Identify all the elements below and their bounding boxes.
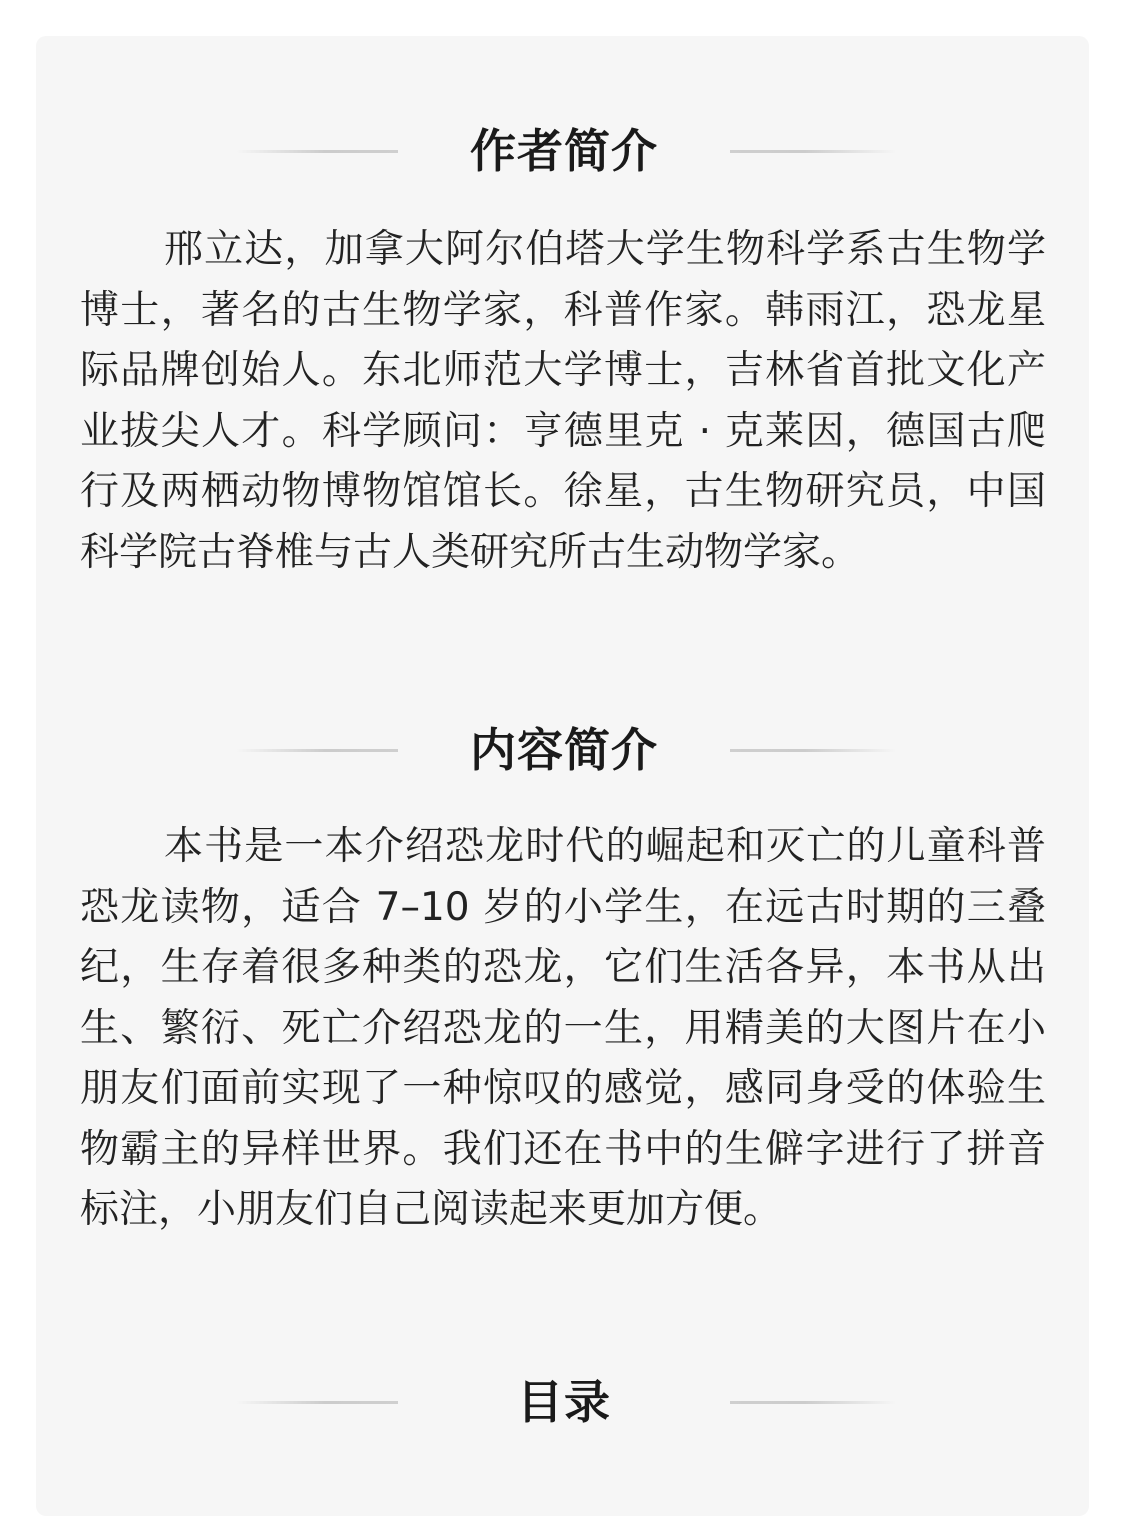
- title-divider-left: [236, 150, 398, 153]
- content-section-title: 内容简介: [470, 723, 658, 777]
- content-section-header: [36, 715, 1089, 785]
- title-divider-right: [730, 1401, 896, 1404]
- book-info-card: [36, 36, 1089, 1516]
- toc-section-title: 目录: [517, 1375, 611, 1429]
- title-divider-left: [236, 1401, 398, 1404]
- author-section-header: [36, 116, 1089, 186]
- content-summary-text: 本书是一本介绍恐龙时代的崛起和灭亡的儿童科普恐龙读物，适合 7–10 岁的小学生，在远古时期的三叠纪，生存着很多种类的恐龙，它们生活各异，本书从出生、繁衍、死亡介绍恐龙的一生，用精美的大图片在小朋友们面前实现了一种惊叹的感觉，感同身受的体验生物霸主的异样世界。我们还在书中的生僻字进行了拼音标注，小朋友们自己阅读起来更加方便。: [80, 824, 1046, 1232]
- author-bio-text: 邢立达，加拿大阿尔伯塔大学生物科学系古生物学博士，著名的古生物学家，科普作家。韩雨江，恐龙星际品牌创始人。东北师范大学博士，吉林省首批文化产业拔尖人才。科学顾问：亨德里克 · 克莱因，德国古爬行及两栖动物博物馆馆长。徐星，古生物研究员，中国科学院古脊椎与古人类研究所古生动物学家。: [80, 227, 1046, 575]
- title-divider-left: [236, 749, 398, 752]
- title-divider-right: [730, 749, 896, 752]
- toc-section-header: [36, 1367, 1089, 1437]
- author-section-title: 作者简介: [470, 124, 658, 178]
- title-divider-right: [730, 150, 896, 153]
